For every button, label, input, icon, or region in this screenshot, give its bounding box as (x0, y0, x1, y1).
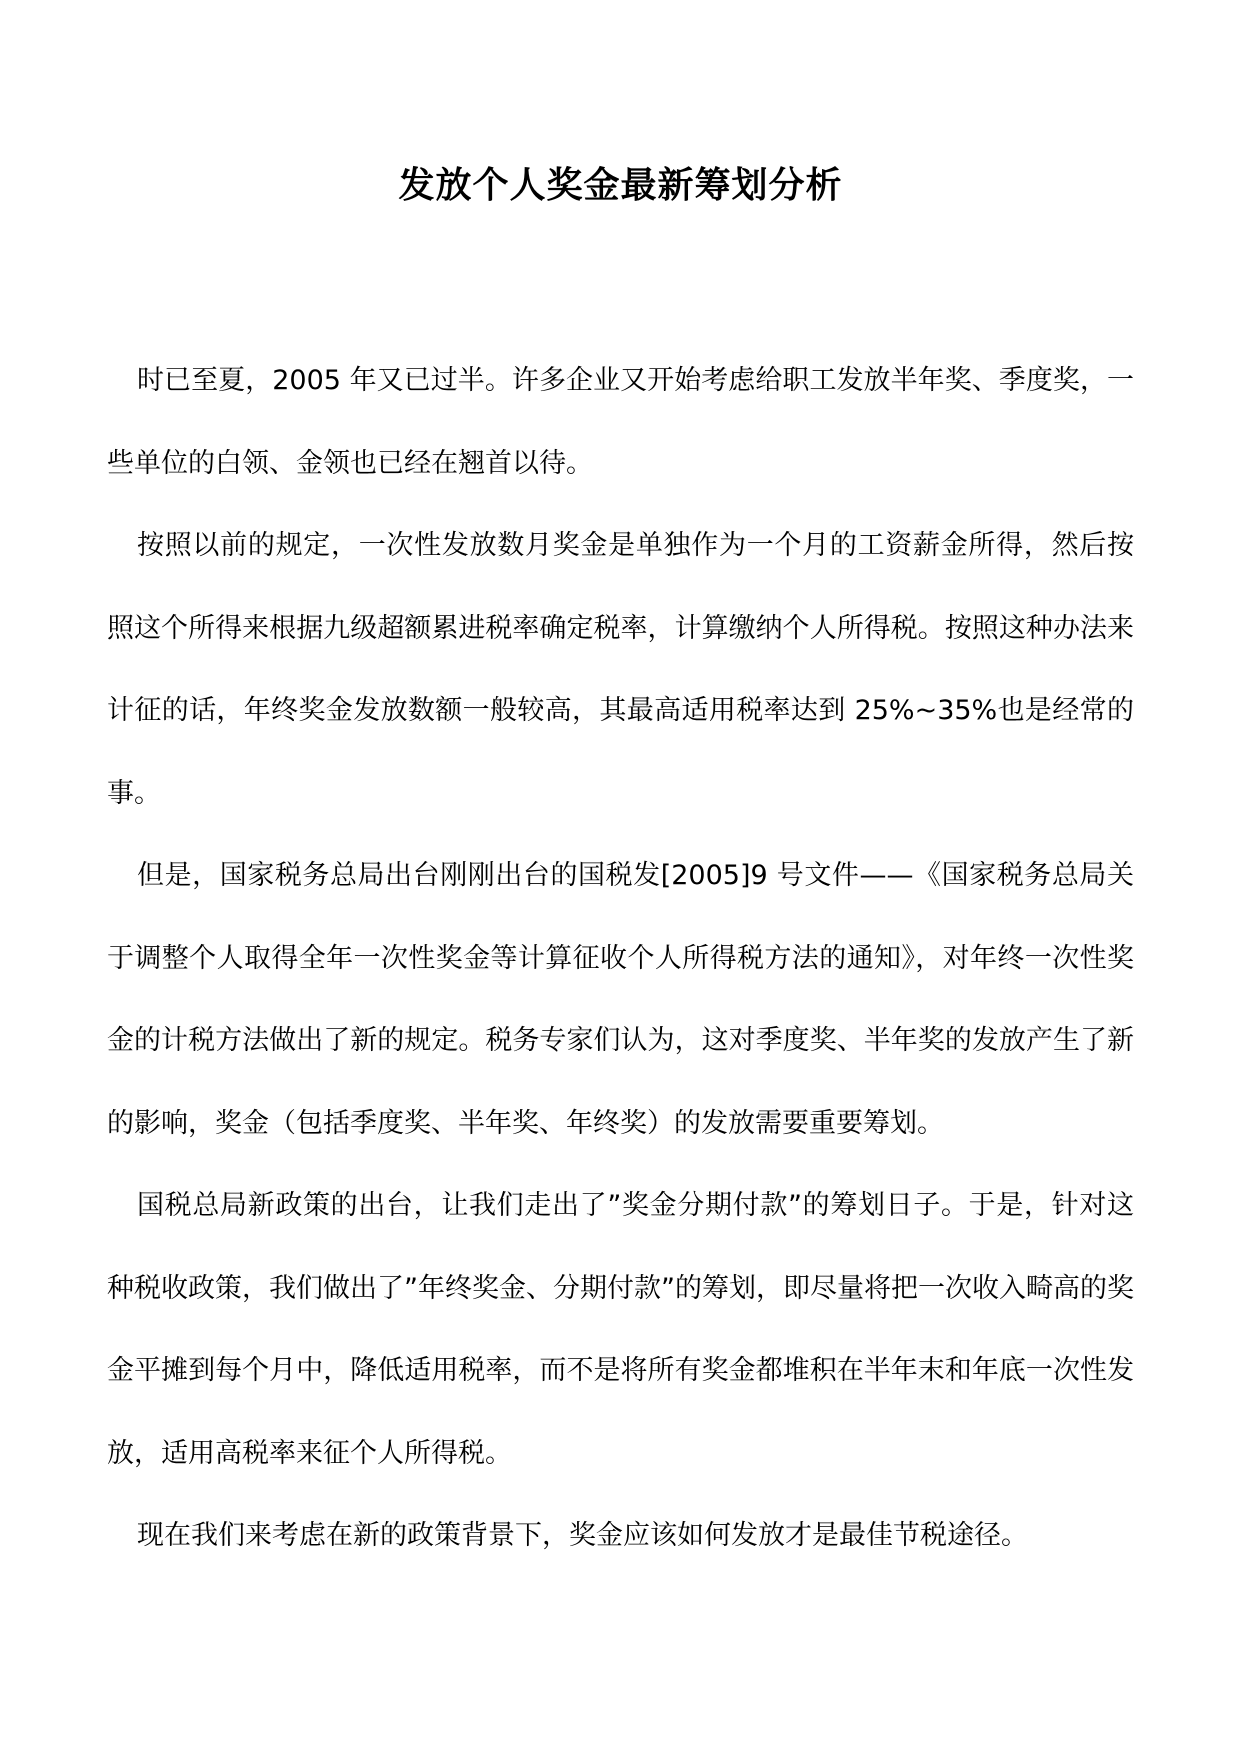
paragraph: 国税总局新政策的出台，让我们走出了”奖金分期付款”的筹划日子。于是，针对这种税收政策，我们做出了”年终奖金、分期付款”的筹划，即尽量将把一次收入畸高的奖金平摊到每个月中，降低适用税率，而不是将所有奖金都堆积在半年末和年底一次性发放，适用高税率来征个人所得税。 (107, 1190, 1134, 1469)
paragraph: 时已至夏，2005 年又已过半。许多企业又开始考虑给职工发放半年奖、季度奖，一些单位的白领、金领也已经在翘首以待。 (107, 365, 1134, 479)
paragraph: 现在我们来考虑在新的政策背景下，奖金应该如何发放才是最佳节税途径。 (137, 1520, 1028, 1551)
paragraph: 但是，国家税务总局出台刚刚出台的国税发[2005]9 号文件——《国家税务总局关于调整个人取得全年一次性奖金等计算征收个人所得税方法的通知》，对年终一次性奖金的计税方法做出了新的规定。税务专家们认为，这对季度奖、半年奖的发放产生了新的影响，奖金（包括季度奖、半年奖、年终奖）的发放需要重要筹划。 (107, 860, 1134, 1139)
document-body (107, 340, 1134, 1578)
document-title: 发放个人奖金最新筹划分析 (398, 164, 843, 206)
paragraph: 按照以前的规定，一次性发放数月奖金是单独作为一个月的工资薪金所得，然后按照这个所得来根据九级超额累进税率确定税率，计算缴纳个人所得税。按照这种办法来计征的话，年终奖金发放数额一般较高，其最高适用税率达到 25%~35%也是经常的事。 (107, 530, 1134, 809)
